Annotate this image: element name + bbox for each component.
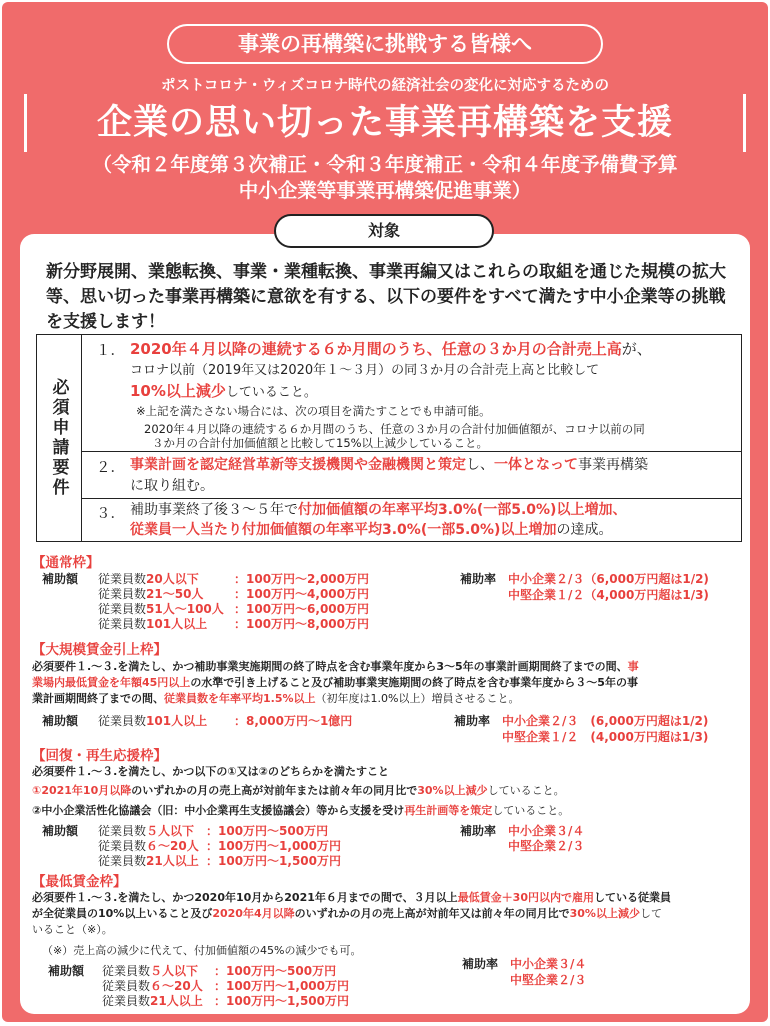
recovery-desc-1: 必須要件１.～３.を満たし、かつ以下の①又は②のどちらかを満たすこと [32,765,389,778]
requirement-3 [82,499,741,541]
minwage-amount-value: ：100万円～500万円 [214,964,337,978]
recovery-rate-1: 中小企業３/４ [508,824,585,838]
minwage-amount-value: ：100万円～1,500万円 [214,994,350,1008]
req3-num: ３． [96,506,125,522]
wage-rate-1: 中小企業２/３ (6,000万円超は1/2) [502,714,709,728]
header-pill: 事業の再構築に挑戦する皆様へ [167,24,603,64]
recovery-amount-value: ：100万円～1,500万円 [206,854,342,868]
minwage-desc-2: が全従業員の10%以上いること及び2020年4月以降のいずれかの月の売上高が対前年又は前々年の同月比で30%以上減少して [32,907,662,920]
requirement-2 [82,452,741,499]
normal-amount-value: ：100万円～6,000万円 [234,602,370,616]
recovery-amount-label: 補助額 [42,824,79,838]
req1-line3: 10%以上減少していること。 [130,382,317,400]
req1-note2: 2020年４月以降の連続する６か月間のうち、任意の３か月の合計付加価値額が、コロナ以前の同 [144,422,645,436]
normal-amount-value: ：100万円～4,000万円 [234,587,370,601]
minwage-title: 【最低賃金枠】 [32,874,127,890]
req2-line2: に取り組む。 [130,478,214,494]
normal-amount-value: ：100万円～2,000万円 [234,572,370,586]
normal-amount-label: 補助額 [42,572,79,586]
req2-num: ２． [96,460,125,476]
minwage-rate-1: 中小企業３/４ [510,957,587,971]
req1-line2: コロナ以前（2019年又は2020年１～３月）の同３か月の合計売上高と比較して [130,363,600,378]
recovery-amount-value: ：100万円～500万円 [206,824,329,838]
normal-rate-2: 中堅企業１/２（4,000万円超は1/3) [508,588,709,602]
req1-num: １． [96,343,125,359]
recovery-amount-row: 従業員数５人以下 [98,824,195,838]
minwage-desc-3: いること（※）。 [32,923,113,936]
minwage-amount-row: 従業員数６～20人 [102,979,203,993]
title-line2: （令和２年度第３次補正・令和３年度補正・令和４年度予備費予算 [92,153,678,176]
req3-line1: 補助事業終了後３～５年で付加価値額の年率平均3.0%(一部5.0%)以上増加、 [130,502,627,518]
requirements-table [36,334,742,542]
recovery-desc-3: ②中小企業活性化協議会（旧：中小企業再生支援協議会）等から支援を受け再生計画等を策定していること。 [32,804,570,817]
minwage-note: （※）売上高の減少に代えて、付加価値額の45%の減少でも可。 [42,944,362,957]
wage-amount-label: 補助額 [42,714,79,728]
recovery-title: 【回復・再生応援枠】 [32,748,167,764]
normal-amount-value: ：100万円～8,000万円 [234,617,370,631]
recovery-desc-2: ①2021年10月以降のいずれかの月の売上高が対前年または前々年の同月比で30%以上減少していること。 [32,784,565,797]
normal-amount-row: 従業員数20人以下 [98,572,199,586]
recovery-amount-row: 従業員数６～20人 [98,839,199,853]
req1-line1: 2020年４月以降の連続する６か月間のうち、任意の３か月の合計売上高が、 [130,340,652,358]
normal-title: 【通常枠】 [32,555,100,571]
target-label: 対象 [274,214,494,248]
req3-line2: 従業員一人当たり付加価値額の年率平均3.0%(一部5.0%)以上増加の達成。 [130,522,613,538]
minwage-desc-1: 必須要件１.～３.を満たし、かつ2020年10月から2021年６月までの間で、３月以上最低賃金＋30円以内で雇用している従業員 [32,891,671,904]
normal-amount-row: 従業員数51人～100人 [98,602,224,616]
req1-note1: ※上記を満たさない場合には、次の項目を満たすことでも申請可能。 [136,404,491,418]
requirements-head: 必須申請要件 [37,335,82,541]
wage-rate-label: 補助率 [454,714,491,728]
minwage-amount-row: 従業員数21人以上 [102,994,203,1008]
wage-amount-value: ：8,000万円～1億円 [234,714,353,728]
minwage-amount-label: 補助額 [48,964,85,978]
req1-note3: ３か月の合計付加価値額と比較して15%以上減少していること。 [152,436,489,450]
minwage-rate-label: 補助率 [462,957,499,971]
normal-amount-row: 従業員数21～50人 [98,587,204,601]
wage-title: 【大規模賃金引上枠】 [32,642,167,658]
wage-desc-1: 必須要件１.～３.を満たし、かつ補助事業実施期間の終了時点を含む事業年度から3～5年の事業計画期間終了までの間、事 [32,660,639,673]
subtitle: ポストコロナ・ウィズコロナ時代の経済社会の変化に対応するための [160,78,610,94]
minwage-amount-value: ：100万円～1,000万円 [214,979,350,993]
requirement-1 [82,335,741,452]
normal-rate-1: 中小企業２/３（6,000万円超は1/2) [508,572,709,586]
normal-rate-label: 補助率 [460,572,497,586]
recovery-amount-value: ：100万円～1,000万円 [206,839,342,853]
title-subline [2,152,768,204]
title-line3: 中小企業等事業再構築促進事業） [238,179,532,202]
normal-amount-row: 従業員数101人以上 [98,617,208,631]
wage-rate-2: 中堅企業１/２ (4,000万円超は1/3) [502,730,709,744]
recovery-amount-row: 従業員数21人以上 [98,854,199,868]
minwage-rate-2: 中堅企業２/３ [510,973,587,987]
wage-desc-3: 業計画期間終了までの間、従業員数を年率平均1.5%以上（初年度は1.0%以上）増員させること。 [32,692,520,705]
flyer [2,2,768,1022]
target-lead: 新分野展開、業態転換、事業・業種転換、事業再編又はこれらの取組を通じた規模の拡大等、思い切った事業再構築に意欲を有する、以下の要件をすべて満たす中小企業等の挑戦を支援します！ [46,262,726,332]
recovery-rate-2: 中堅企業２/３ [508,839,585,853]
req2-line1: 事業計画を認定経営革新等支援機関や金融機関と策定し、一体となって事業再構築 [130,457,648,473]
page-title: 企業の思い切った事業再構築を支援 [96,103,673,143]
wage-amount-row: 従業員数101人以上 [98,714,208,728]
minwage-amount-row: 従業員数５人以下 [102,964,199,978]
recovery-rate-label: 補助率 [460,824,497,838]
wage-desc-2: 業場内最低賃金を年額45円以上の水準で引き上げること及び補助事業実施期間の終了時点を含む事業年度から３～5年の事 [32,676,638,689]
